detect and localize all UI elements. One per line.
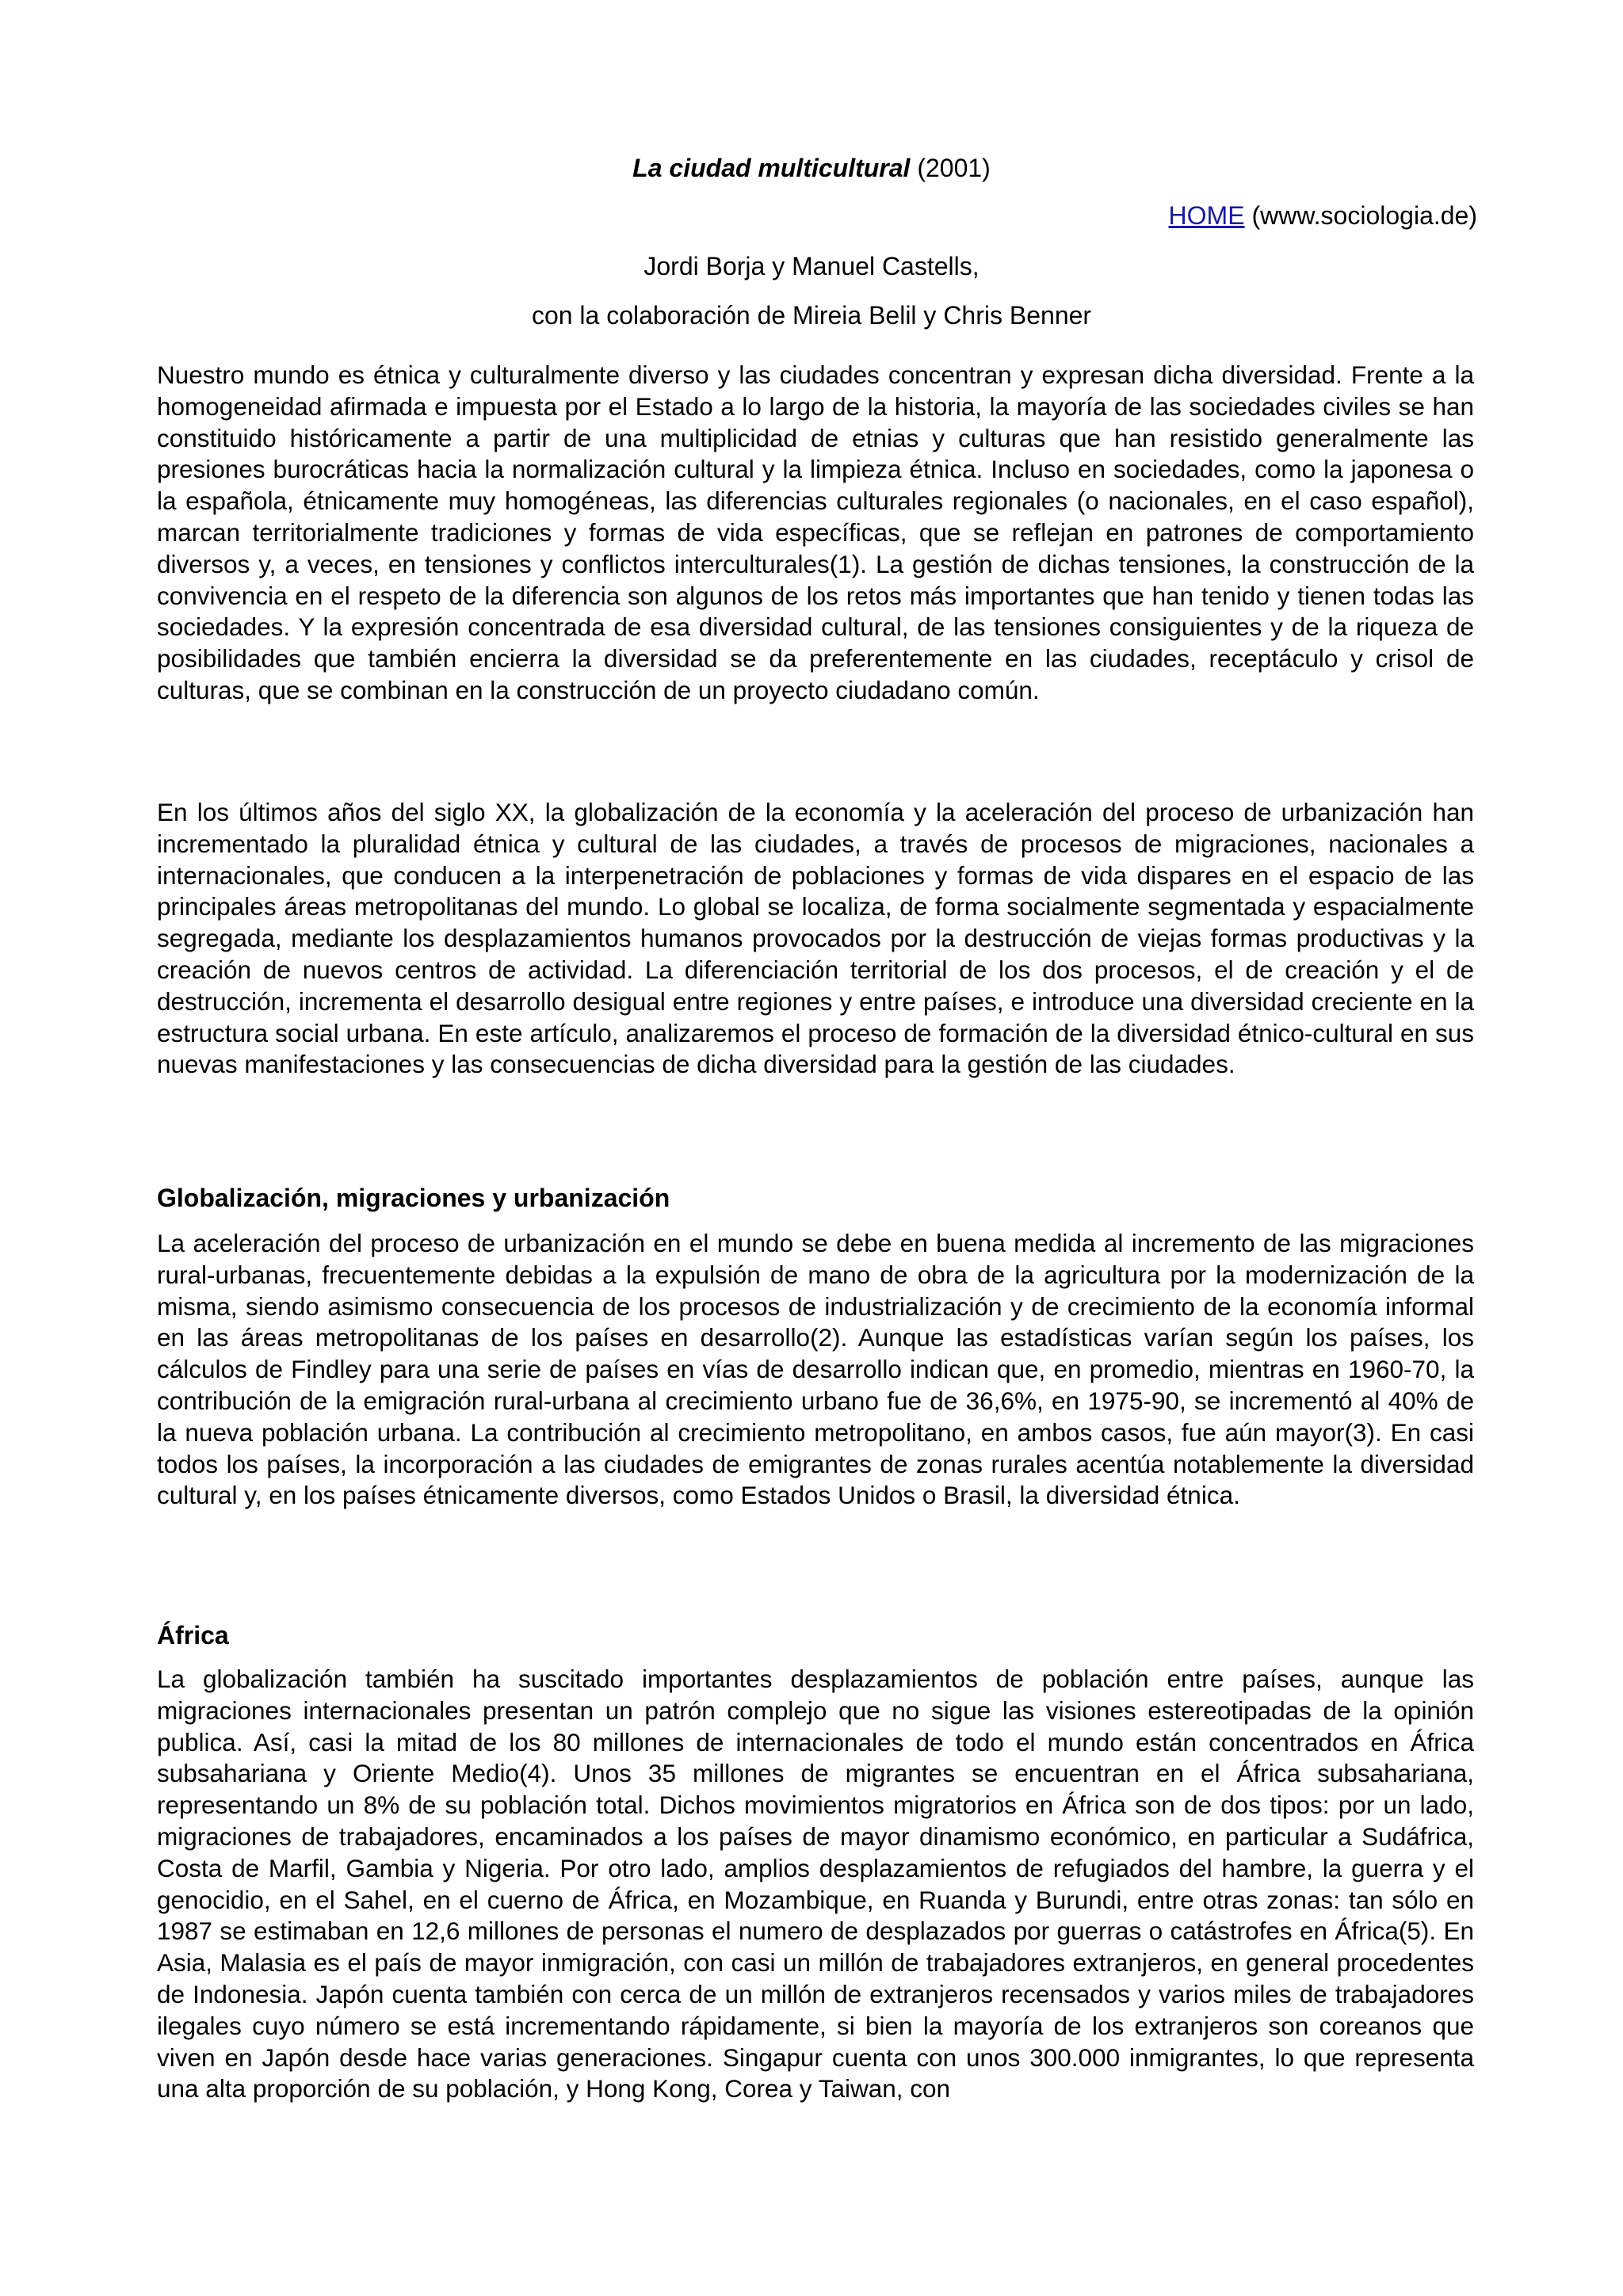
paragraph-text: Nuestro mundo es étnica y culturalmente diverso y las ciudades concentran y expresan dicha diversidad. Frente a la homogeneidad afirmada e impuesta por el Estado a lo largo de la historia, la mayoría de las sociedades civiles se han constituido históricamente a partir de una multiplicidad de etnias y culturas que han resistido generalmente las presiones burocráticas hacia la normalización cultural y la limpieza étnica. Incluso en sociedades, como la japonesa o la española, étnicamente muy homogéneas, las diferencias culturales regionales (o nacionales, en el caso español), marcan territorialmente tradiciones y formas de vida específicas, que se reflejan en patrones de comportamiento diversos y, a veces, en tensiones y conflictos interculturales(1). La gestión de dichas tensiones, la construcción de la convivencia en el respeto de la diferencia son algunos de los retos más importantes que han tenido y tienen todas las sociedades. Y la expresión concentrada de esa diversidad cultural, de las tensiones consiguientes y de la riqueza de posibilidades que también encierra la diversidad se da preferentemente en las ciudades, receptáculo y crisol de culturas, que se combinan en la construcción de un proyecto ciudadano común.	[157, 360, 1474, 704]
section-heading-globalizacion: Globalización, migraciones y urbanización	[157, 1184, 670, 1212]
paragraph-intro-1	[157, 360, 1474, 707]
authors-line: Jordi Borja y Manuel Castells,	[643, 252, 980, 280]
home-line	[1169, 200, 1477, 231]
paragraph-text: La globalización también ha suscitado importantes desplazamientos de población entre países, aunque las migraciones internacionales presentan un patrón complejo que no sigue las visiones estereotipadas de la opinión publica. Así, casi la mitad de los 80 millones de internacionales de todo el mundo están concentrados en África subsahariana y Oriente Medio(4). Unos 35 millones de migrantes se encuentran en el África subsahariana, representando un 8% de su población total. Dichos movimientos migratorios en África son de dos tipos: por un lado, migraciones de trabajadores, encaminados a los países de mayor dinamismo económico, en particular a Sudáfrica, Costa de Marfil, Gambia y Nigeria. Por otro lado, amplios desplazamientos de refugiados del hambre, la guerra y el genocidio, en el Sahel, en el cuerno de África, en Mozambique, en Ruanda y Burundi, entre otras zonas: tan sólo en 1987 se estimaban en 12,6 millones de personas el numero de desplazados por guerras o catástrofes en África(5). En Asia, Malasia es el país de mayor inmigración, con casi un millón de trabajadores extranjeros, en general procedentes de Indonesia. Japón cuenta también con cerca de un millón de extranjeros recensados y varios miles de trabajadores ilegales cuyo número se está incrementando rápidamente, si bien la mayoría de los extranjeros son coreanos que viven en Japón desde hace varias generaciones. Singapur cuenta con unos 300.000 inmigrantes, lo que representa una alta proporción de su población, y Hong Kong, Corea y Taiwan, con	[157, 1665, 1474, 2103]
collaboration-line: con la colaboración de Mireia Belil y Chris Benner	[531, 301, 1092, 330]
home-site: (www.sociologia.de)	[1251, 201, 1477, 230]
paragraph-globalizacion	[157, 1228, 1474, 1512]
home-link[interactable]: HOME	[1168, 201, 1245, 230]
paragraph-text: La aceleración del proceso de urbanización en el mundo se debe en buena medida al incremento de las migraciones rural-urbanas, frecuentemente debidas a la expulsión de mano de obra de la agricultura por la modernización de la misma, siendo asimismo consecuencia de los procesos de industrialización y de crecimiento de la economía informal en las áreas metropolitanas de los países en desarrollo(2). Aunque las estadísticas varían según los países, los cálculos de Findley para una serie de países en vías de desarrollo indican que, en promedio, mientras en 1960-70, la contribución de la emigración rural-urbana al crecimiento urbano fue de 36,6%, en 1975-90, se incrementó al 40% de la nueva población urbana. La contribución al crecimiento metropolitano, en ambos casos, fue aún mayor(3). En casi todos los países, la incorporación a las ciudades de emigrantes de zonas rurales acentúa notablemente la diversidad cultural y, en los países étnicamente diversos, como Estados Unidos o Brasil, la diversidad étnica.	[157, 1229, 1474, 1510]
title-work-name: La ciudad multicultural	[632, 154, 911, 182]
paragraph-africa	[157, 1664, 1474, 2105]
paragraph-text: En los últimos años del siglo XX, la globalización de la economía y la aceleración del proceso de urbanización han incrementado la pluralidad étnica y cultural de las ciudades, a través de procesos de migraciones, nacionales a internacionales, que conducen a la interpenetración de poblaciones y formas de vida dispares en el espacio de las principales áreas metropolitanas del mundo. Lo global se localiza, de forma socialmente segmentada y espacialmente segregada, mediante los desplazamientos humanos provocados por la destrucción de viejas formas productivas y la creación de nuevos centros de actividad. La diferenciación territorial de los dos procesos, el de creación y el de destrucción, incrementa el desarrollo desigual entre regiones y entre países, e introduce una diversidad creciente en la estructura social urbana. En este artículo, analizaremos el proceso de formación de la diversidad étnico-cultural en sus nuevas manifestaciones y las consecuencias de dicha diversidad para la gestión de las ciudades.	[157, 798, 1474, 1079]
paragraph-intro-2	[157, 797, 1474, 1081]
title-year: (2001)	[917, 154, 991, 182]
document-title	[0, 152, 1623, 184]
section-heading-africa: África	[157, 1621, 229, 1650]
